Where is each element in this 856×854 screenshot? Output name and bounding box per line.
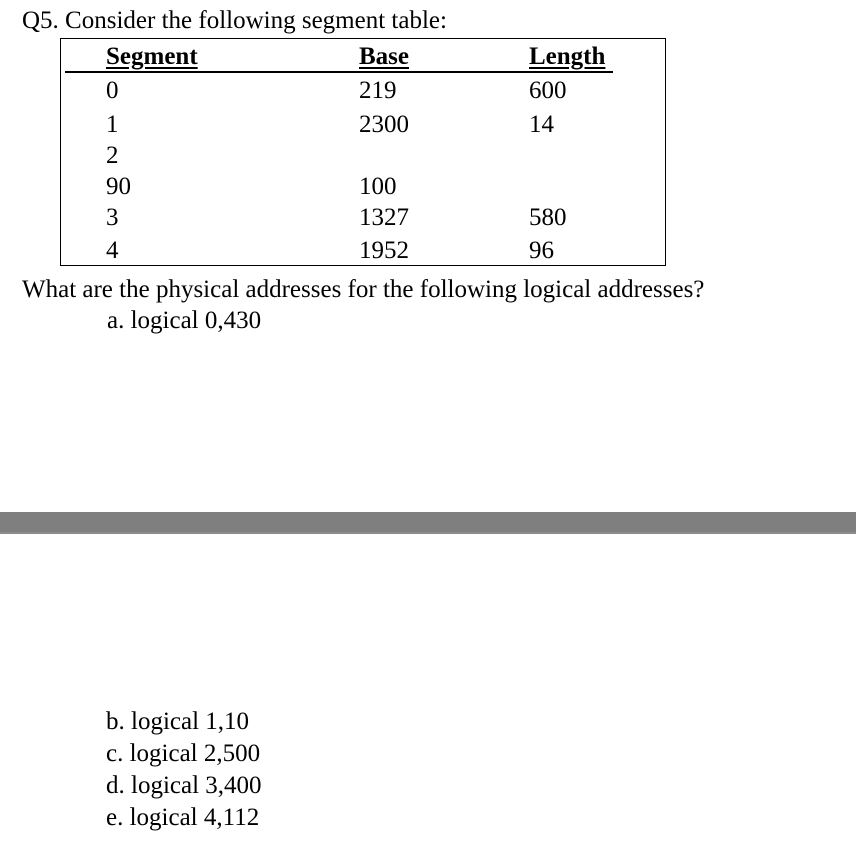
table-cell: 2300 xyxy=(359,111,409,138)
table-cell: 3 xyxy=(106,204,119,231)
header-rule xyxy=(65,71,613,73)
table-cell: 100 xyxy=(359,173,397,200)
item-e: e. logical 4,112 xyxy=(106,804,260,831)
item-a: a. logical 0,430 xyxy=(107,307,262,334)
table-cell: 580 xyxy=(529,204,567,231)
divider-bar xyxy=(0,512,856,534)
segment-table xyxy=(60,38,666,266)
question-prompt: What are the physical addresses for the following logical addresses? xyxy=(22,276,705,303)
table-cell: 219 xyxy=(359,77,397,104)
table-cell: 90 xyxy=(106,173,131,200)
table-cell: 4 xyxy=(106,237,119,264)
table-cell: 96 xyxy=(529,237,554,264)
table-cell: 0 xyxy=(106,77,119,104)
table-cell: 1327 xyxy=(359,204,409,231)
header-length: Length xyxy=(529,43,606,70)
table-cell: 1 xyxy=(106,111,119,138)
table-cell: 14 xyxy=(529,111,554,138)
table-cell: 2 xyxy=(106,142,119,169)
table-cell: 600 xyxy=(529,77,567,104)
header-segment: Segment xyxy=(106,43,198,70)
header-base: Base xyxy=(359,43,409,70)
table-cell: 1952 xyxy=(359,237,409,264)
item-d: d. logical 3,400 xyxy=(106,772,262,799)
item-b: b. logical 1,10 xyxy=(106,708,250,735)
items-list xyxy=(106,706,262,834)
question-title: Q5. Consider the following segment table: xyxy=(22,7,447,34)
item-c: c. logical 2,500 xyxy=(106,740,261,767)
